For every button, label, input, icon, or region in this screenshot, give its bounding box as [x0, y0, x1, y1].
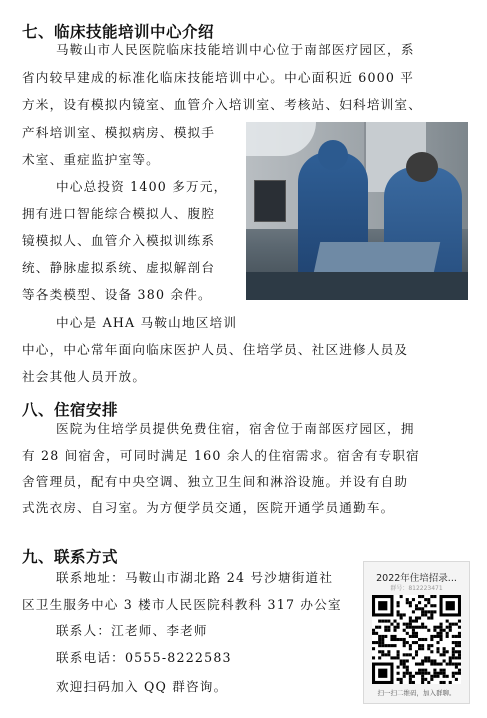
- section-7-line: 镜模拟人、血管介入模拟训练系: [22, 233, 216, 248]
- section-9-line: 联系地址：马鞍山市湖北路 24 号沙塘街道社: [56, 570, 334, 585]
- section-8-line: 舍管理员，配有中央空调、独立卫生间和淋浴设施。并设有自助: [22, 474, 409, 489]
- section-7-line: 省内较早建成的标准化临床技能培训中心。中心面积近 6000 平: [22, 70, 415, 85]
- section-7-line: 方米，设有模拟内镜室、血管介入培训室、考核站、妇科培训室、: [22, 97, 423, 112]
- section-7-line: 术室、重症监护室等。: [22, 152, 160, 167]
- section-7-line: 产科培训室、模拟病房、模拟手: [22, 125, 216, 140]
- qr-title: 2022年住培招录...: [376, 573, 457, 584]
- section-9-heading: 九、联系方式: [22, 548, 119, 566]
- section-8-line: 医院为住培学员提供免费住宿，宿舍位于南部医疗园区，拥: [56, 421, 415, 436]
- section-7-line: 拥有进口智能综合模拟人、腹腔: [22, 206, 216, 221]
- section-9-line: 联系电话：0555-8222583: [56, 650, 232, 665]
- section-7-line: 中心是 AHA 马鞍山地区培训: [56, 315, 238, 330]
- section-7-line: 中心，中心常年面向临床医护人员、住培学员、社区进修人员及: [22, 342, 409, 357]
- section-7-line: 统、静脉虚拟系统、虚拟解剖台: [22, 260, 216, 275]
- section-9-line: 区卫生服务中心 3 楼市人民医院科教科 317 办公室: [22, 597, 342, 612]
- qq-group-qr-card[interactable]: [363, 561, 470, 704]
- qr-code-icon[interactable]: [372, 595, 461, 684]
- section-7-line: 马鞍山市人民医院临床技能培训中心位于南部医疗园区，系: [56, 42, 415, 57]
- section-7-heading: 七、临床技能培训中心介绍: [22, 23, 215, 41]
- qr-group-number: 群号：812223471: [390, 585, 443, 592]
- section-8-line: 有 28 间宿舍，可同时满足 160 余人的住宿需求。宿舍有专职宿: [22, 448, 420, 463]
- section-9-line: 联系人：江老师、李老师: [56, 623, 208, 638]
- section-7-line: 等各类模型、设备 380 余件。: [22, 287, 212, 302]
- section-7-line: 社会其他人员开放。: [22, 369, 147, 384]
- training-photo: [246, 122, 468, 300]
- section-8-heading: 八、住宿安排: [22, 401, 119, 419]
- section-8-line: 式洗衣房、自习室。为方便学员交通，医院开通学员通勤车。: [22, 500, 395, 515]
- section-7-line: 中心总投资 1400 多万元，: [56, 179, 228, 194]
- section-9-line: 欢迎扫码加入 QQ 群咨询。: [56, 679, 228, 694]
- qr-caption: 扫一扫二维码，加入群聊。: [377, 689, 456, 697]
